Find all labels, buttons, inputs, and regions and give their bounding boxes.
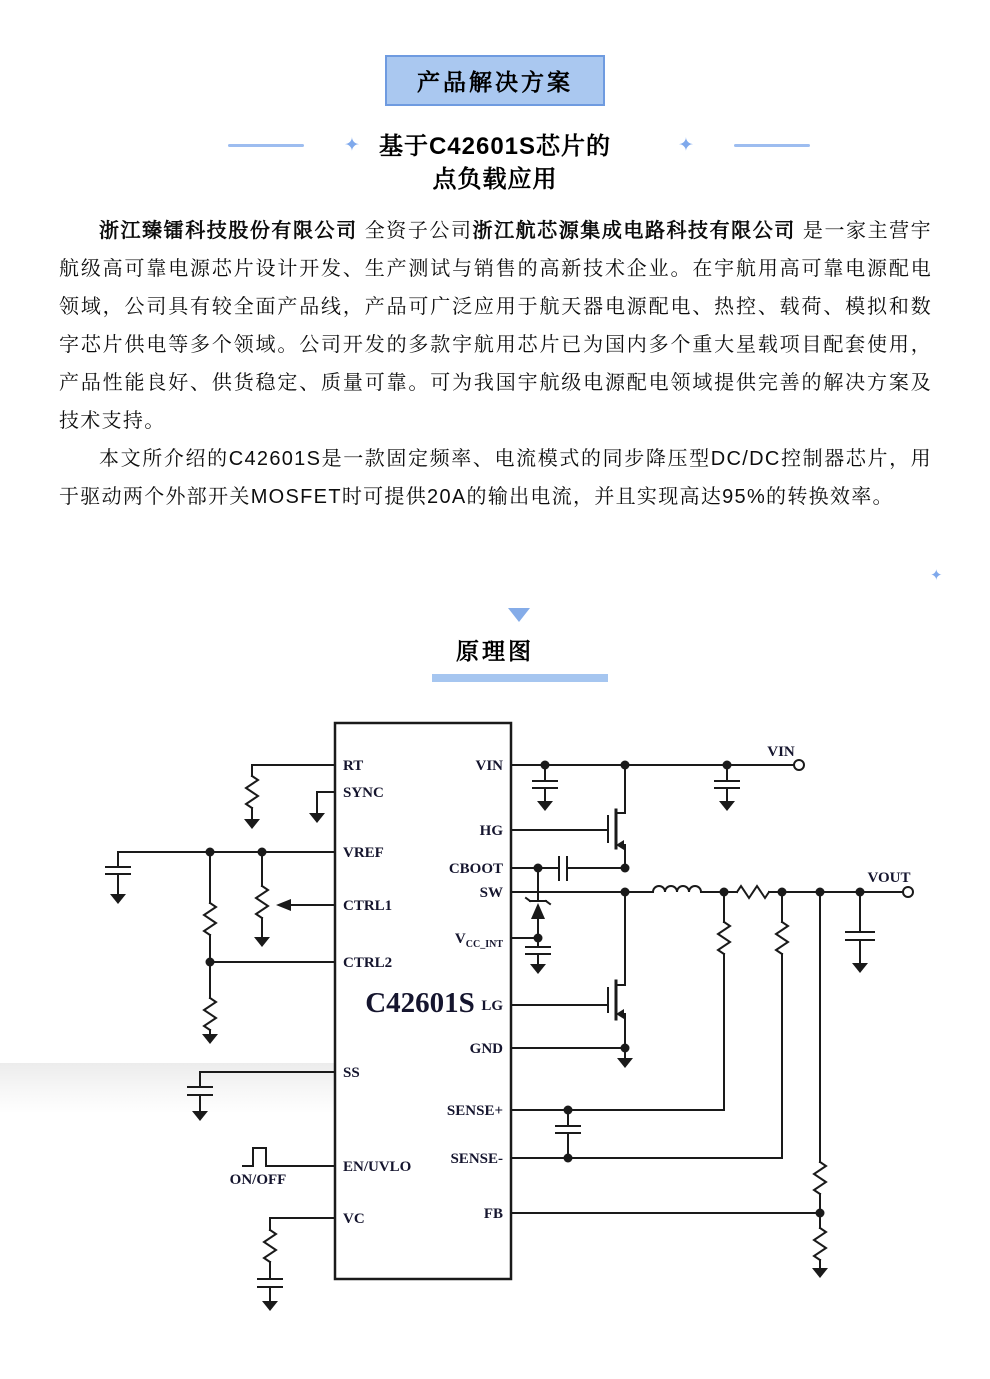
pin-label-lg: LG — [481, 998, 503, 1014]
pin-label-fb: FB — [483, 1206, 503, 1222]
junction-dot — [621, 864, 630, 873]
inductor — [625, 886, 729, 897]
bootstrap-capacitor — [511, 857, 625, 880]
pin-label-enuvlo: EN/UVLO — [343, 1159, 412, 1175]
sense-lines — [511, 1106, 782, 1163]
sense-riser-a — [718, 892, 730, 1110]
vin-terminal-label: VIN — [767, 744, 795, 760]
sync-network — [309, 792, 335, 823]
wire — [511, 1048, 625, 1058]
sparkle-icon: ✦ — [930, 567, 943, 584]
sparkle-icon: ✦ — [344, 135, 360, 156]
vccint-sub: CC_INT — [465, 939, 503, 950]
resistor-upper — [204, 852, 216, 962]
high-side-mosfet — [511, 765, 625, 868]
pin-label-vref: VREF — [343, 845, 384, 861]
pin-label-vc: VC — [343, 1211, 365, 1227]
wire-and-capacitor — [106, 852, 335, 894]
vout-terminal-label: VOUT — [867, 870, 911, 886]
ground-symbol — [812, 1268, 828, 1278]
ground-symbol — [530, 964, 546, 974]
pin-label-senseplus: SENSE+ — [446, 1103, 503, 1119]
pot-resistor — [256, 852, 268, 937]
capacitor — [715, 765, 739, 801]
page-title — [0, 130, 990, 196]
low-side-mosfet — [511, 892, 625, 1048]
ground-symbol — [202, 1034, 218, 1044]
resistor-lower — [204, 962, 216, 1034]
diode-triangle — [531, 903, 545, 919]
page-title-line1: 基于C42601S芯片的 — [378, 133, 612, 160]
pin-label-senseminus: SENSE- — [450, 1151, 503, 1167]
ground-symbol — [262, 1301, 278, 1311]
ground-symbol — [110, 894, 126, 904]
gnd-network — [511, 1044, 633, 1069]
page-title-line2: 点负载应用 — [432, 166, 558, 193]
section-title-schematic: 原理图 — [456, 638, 534, 664]
paragraph-chip-intro — [59, 440, 932, 516]
series-resistor-and-wire — [724, 886, 903, 898]
ctrl1-potentiometer — [254, 852, 335, 947]
capacitor — [533, 765, 557, 801]
gate — [511, 816, 608, 842]
ground-symbol — [254, 937, 270, 947]
ground-symbol — [719, 801, 735, 811]
input-capacitor-2 — [715, 765, 739, 811]
schematic-diagram — [0, 700, 990, 1379]
sense-resistor — [776, 892, 788, 1158]
vref-network — [106, 848, 335, 905]
triangle-down-icon — [508, 608, 530, 622]
sense-riser-b — [776, 892, 788, 1158]
inductor-coil — [625, 886, 724, 892]
chip-name-label: C42601S — [365, 987, 475, 1019]
pulse-waveform — [243, 1148, 335, 1166]
pin-label-ctrl1: CTRL1 — [343, 898, 393, 914]
body-text — [59, 212, 932, 516]
product-solution-badge — [385, 55, 605, 106]
paragraph-company-intro — [59, 212, 932, 440]
badge-label: 产品解决方案 — [417, 69, 573, 95]
vccint-network — [511, 934, 550, 975]
text-run: 浙江臻镭科技股份有限公司 — [99, 220, 358, 242]
pin-label-rt: RT — [343, 758, 364, 774]
pin-label-cboot: CBOOT — [448, 861, 503, 877]
ground-symbol — [852, 963, 868, 973]
wire-and-capacitor — [511, 938, 550, 964]
enable-network — [230, 1148, 335, 1188]
wiper-arrow — [276, 899, 291, 911]
junction-dot — [621, 1044, 630, 1053]
pin-label-ctrl2: CTRL2 — [343, 955, 393, 971]
section-title-underline — [432, 674, 608, 682]
gate — [511, 988, 608, 1012]
ctrl2-divider — [202, 852, 335, 1044]
ground-symbol — [309, 813, 325, 823]
ground-symbol — [537, 801, 553, 811]
output-capacitor — [846, 892, 874, 973]
pin-label-sw: SW — [479, 885, 503, 901]
wire-and-capacitor — [188, 1072, 335, 1111]
junction-dot — [564, 1106, 573, 1115]
vccint-main: V — [454, 931, 466, 947]
sparkle-icon: ✦ — [678, 135, 694, 156]
onoff-label: ON/OFF — [229, 1172, 287, 1188]
rt-network — [244, 765, 335, 829]
pin-label-hg: HG — [479, 823, 503, 839]
vin-rail — [511, 744, 804, 770]
drain-source-wires — [616, 892, 625, 1048]
ss-network — [188, 1072, 335, 1121]
vin-terminal — [794, 760, 804, 770]
sense-resistor — [718, 892, 730, 1110]
junction-dot — [534, 934, 543, 943]
text-run: 浙江航芯源集成电路科技有限公司 — [472, 220, 796, 242]
sw-node — [511, 888, 630, 897]
text-run: 是一家主营宇航级高可靠电源芯片设计开发、生产测试与销售的高新技术企业。在宇航用高可靠电源配电领域，公司具有较全面产品线，产品可广泛应用于航天器电源配电、热控、载荷、模拟和数字芯片供电等多个领域。公司开发的多款宇航用芯片已为国内多个重大星载项目配套使用，产品性能良好、供货稳定、质量可靠。可为我国宇航级电源配电领域提供完善的解决方案及技术支持。 — [59, 220, 932, 432]
feedback-divider — [812, 892, 828, 1278]
pin-label-sync: SYNC — [343, 785, 384, 801]
output-rail — [724, 870, 913, 898]
cboot-network — [511, 857, 630, 880]
vc-network — [258, 1218, 335, 1311]
ground-symbol — [192, 1111, 208, 1121]
input-capacitor-1 — [533, 765, 557, 811]
ground-symbol — [244, 819, 260, 829]
junction-dot — [564, 1154, 573, 1163]
pin-label-ss: SS — [343, 1065, 360, 1081]
vout-terminal — [903, 887, 913, 897]
ground-symbol — [617, 1058, 633, 1068]
text-run: 全资子公司 — [357, 220, 473, 242]
rc-network — [258, 1218, 335, 1301]
wire — [317, 792, 335, 813]
pin-label-gnd: GND — [469, 1041, 503, 1057]
pin-label-vin: VIN — [475, 758, 503, 774]
bootstrap-diode — [526, 868, 550, 938]
capacitor — [846, 892, 874, 963]
sense-capacitor — [556, 1110, 580, 1158]
text-run: 本文所介绍的C42601S是一款固定频率、电流模式的同步降压型DC/DC控制器芯片，用于驱动两个外部开关MOSFET时可提供20A的输出电流，并且实现高达95%的转换效率。 — [59, 448, 932, 508]
